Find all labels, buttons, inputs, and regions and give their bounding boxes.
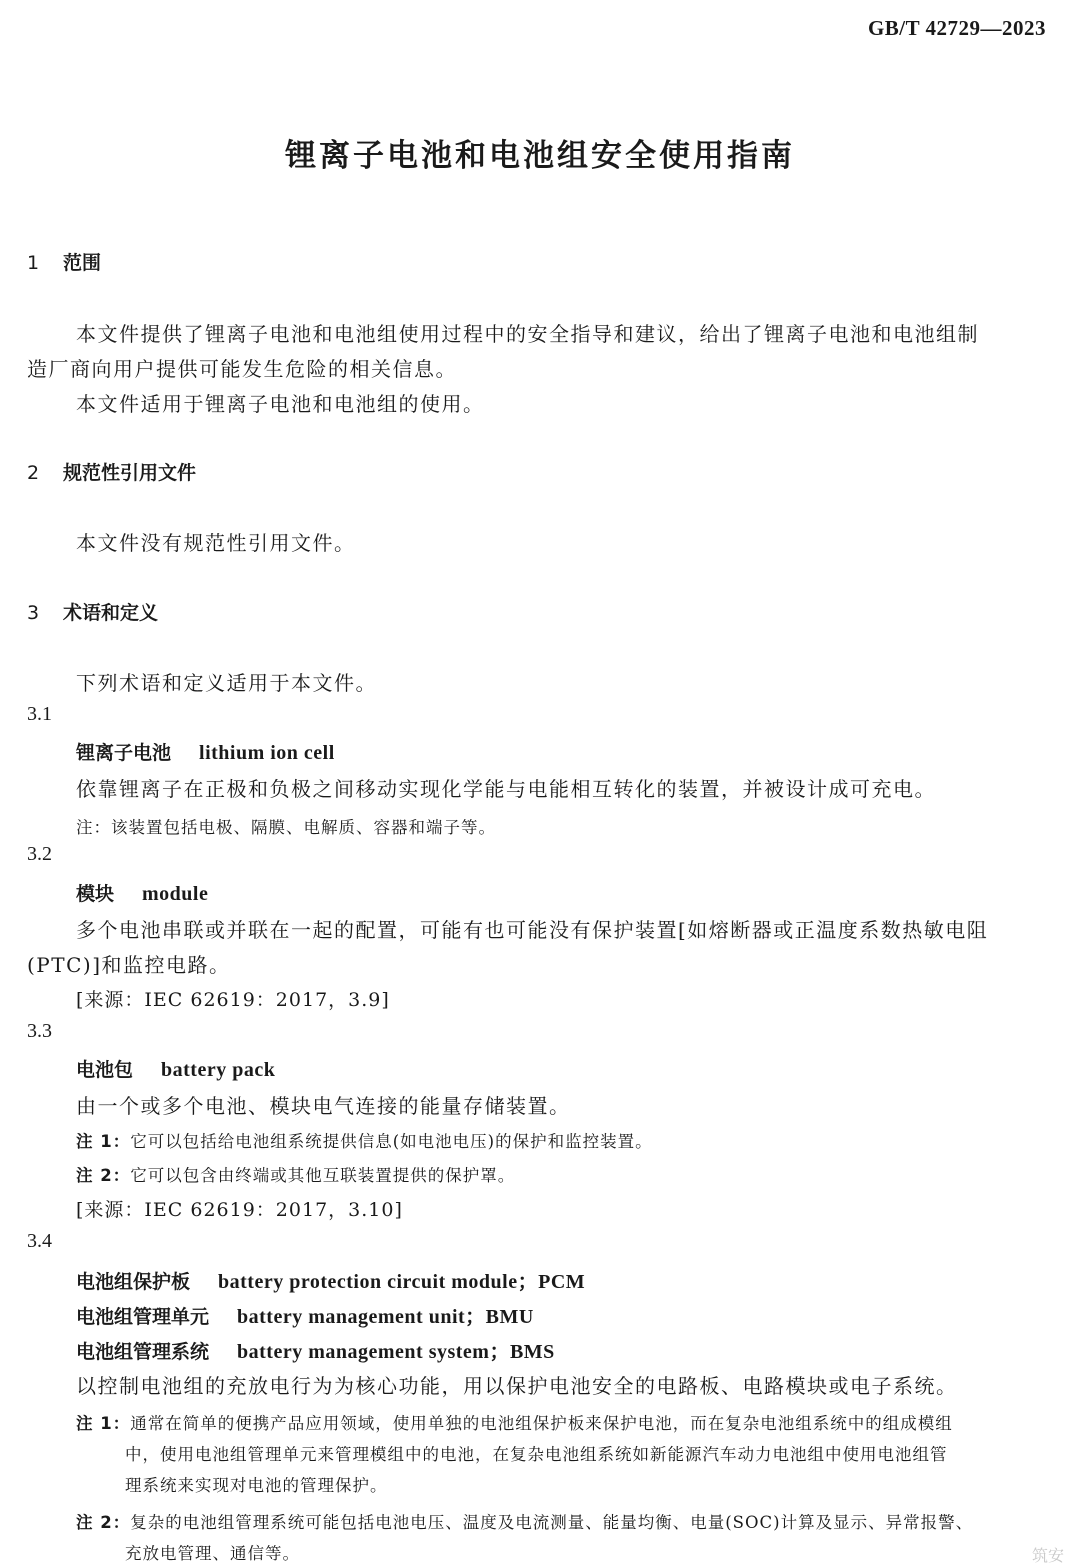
watermark: 筑安 — [1031, 1546, 1064, 1565]
section-1-heading — [27, 248, 101, 275]
note-label: 注 2： — [76, 1166, 131, 1185]
term-number: 3.1 — [27, 703, 52, 725]
note-label: 注 1： — [76, 1414, 131, 1433]
term-cn: 锂离子电池 — [76, 742, 172, 764]
term-en: battery management system；BMS — [237, 1341, 555, 1363]
term-definition: 由一个或多个电池、模块电气连接的能量存储装置。 — [76, 1094, 571, 1118]
term-heading — [76, 1300, 534, 1329]
note-label: 注 2： — [76, 1513, 131, 1532]
term-heading — [76, 1265, 585, 1294]
term-cn: 电池包 — [76, 1059, 134, 1081]
section-number: 1 — [27, 252, 40, 274]
term-en: lithium ion cell — [199, 742, 335, 764]
section-title: 范围 — [63, 252, 102, 274]
paragraph: 造厂商向用户提供可能发生危险的相关信息。 — [27, 357, 457, 381]
term-definition: 依靠锂离子在正极和负极之间移动实现化学能与电能相互转化的装置，并被设计成可充电。 — [76, 777, 936, 801]
term-cn: 电池组管理系统 — [76, 1341, 210, 1363]
term-definition: 多个电池串联或并联在一起的配置，可能有也可能没有保护装置[如熔断器或正温度系数热敏电阻 — [76, 918, 989, 942]
note-text: 通常在简单的便携产品应用领域，使用单独的电池组保护板来保护电池，而在复杂电池组系统中的组成模组 — [130, 1414, 953, 1433]
section-title: 术语和定义 — [63, 602, 159, 624]
term-cn: 模块 — [76, 883, 115, 905]
term-number: 3.2 — [27, 843, 52, 865]
section-number: 2 — [27, 462, 40, 484]
term-en: battery protection circuit module；PCM — [218, 1271, 586, 1293]
term-heading — [76, 1335, 555, 1364]
term-heading — [76, 738, 335, 765]
term-cn: 电池组管理单元 — [76, 1306, 210, 1328]
paragraph: 下列术语和定义适用于本文件。 — [76, 671, 377, 695]
section-3-heading — [27, 598, 158, 625]
term-en: battery pack — [161, 1059, 276, 1081]
source-citation: [来源：IEC 62619：2017，3.10] — [76, 1199, 403, 1221]
term-en: battery management unit；BMU — [237, 1306, 534, 1328]
term-heading — [76, 879, 208, 906]
note — [76, 1410, 953, 1434]
paragraph: 本文件提供了锂离子电池和电池组使用过程中的安全指导和建议，给出了锂离子电池和电池组制 — [76, 322, 979, 346]
term-number: 3.4 — [27, 1230, 52, 1252]
note-text: 它可以包括给电池组系统提供信息(如电池电压)的保护和监控装置。 — [130, 1132, 653, 1151]
section-number: 3 — [27, 602, 40, 624]
term-heading — [76, 1055, 275, 1082]
note-text: 复杂的电池组管理系统可能包括电池电压、温度及电流测量、能量均衡、电量(SOC)计算及显示、异常报警、 — [130, 1513, 974, 1532]
section-title: 规范性引用文件 — [63, 462, 197, 484]
document-code: GB/T 42729—2023 — [867, 16, 1046, 40]
note — [76, 1162, 515, 1186]
term-number: 3.3 — [27, 1020, 52, 1042]
note: 注：该装置包括电极、隔膜、电解质、容器和端子等。 — [76, 818, 496, 837]
note-continuation: 充放电管理、通信等。 — [125, 1544, 300, 1563]
note — [76, 1509, 973, 1533]
note-continuation: 中，使用电池组管理单元来管理模组中的电池，在复杂电池组系统如新能源汽车动力电池组中使用电池组管 — [125, 1445, 948, 1464]
term-cn: 电池组保护板 — [76, 1271, 191, 1293]
paragraph: 本文件适用于锂离子电池和电池组的使用。 — [76, 392, 485, 416]
section-2-heading — [27, 458, 196, 485]
note — [76, 1128, 653, 1152]
term-definition: (PTC)]和监控电路。 — [27, 953, 231, 977]
source-citation: [来源：IEC 62619：2017，3.9] — [76, 989, 390, 1011]
term-definition: 以控制电池组的充放电行为为核心功能，用以保护电池安全的电路板、电路模块或电子系统。 — [76, 1374, 958, 1398]
note-text: 它可以包含由终端或其他互联装置提供的保护罩。 — [130, 1166, 516, 1185]
paragraph: 本文件没有规范性引用文件。 — [76, 531, 356, 555]
note-continuation: 理系统来实现对电池的管理保护。 — [125, 1476, 388, 1495]
note-label: 注 1： — [76, 1132, 131, 1151]
document-title: 锂离子电池和电池组安全使用指南 — [285, 138, 795, 174]
term-en: module — [142, 883, 209, 905]
